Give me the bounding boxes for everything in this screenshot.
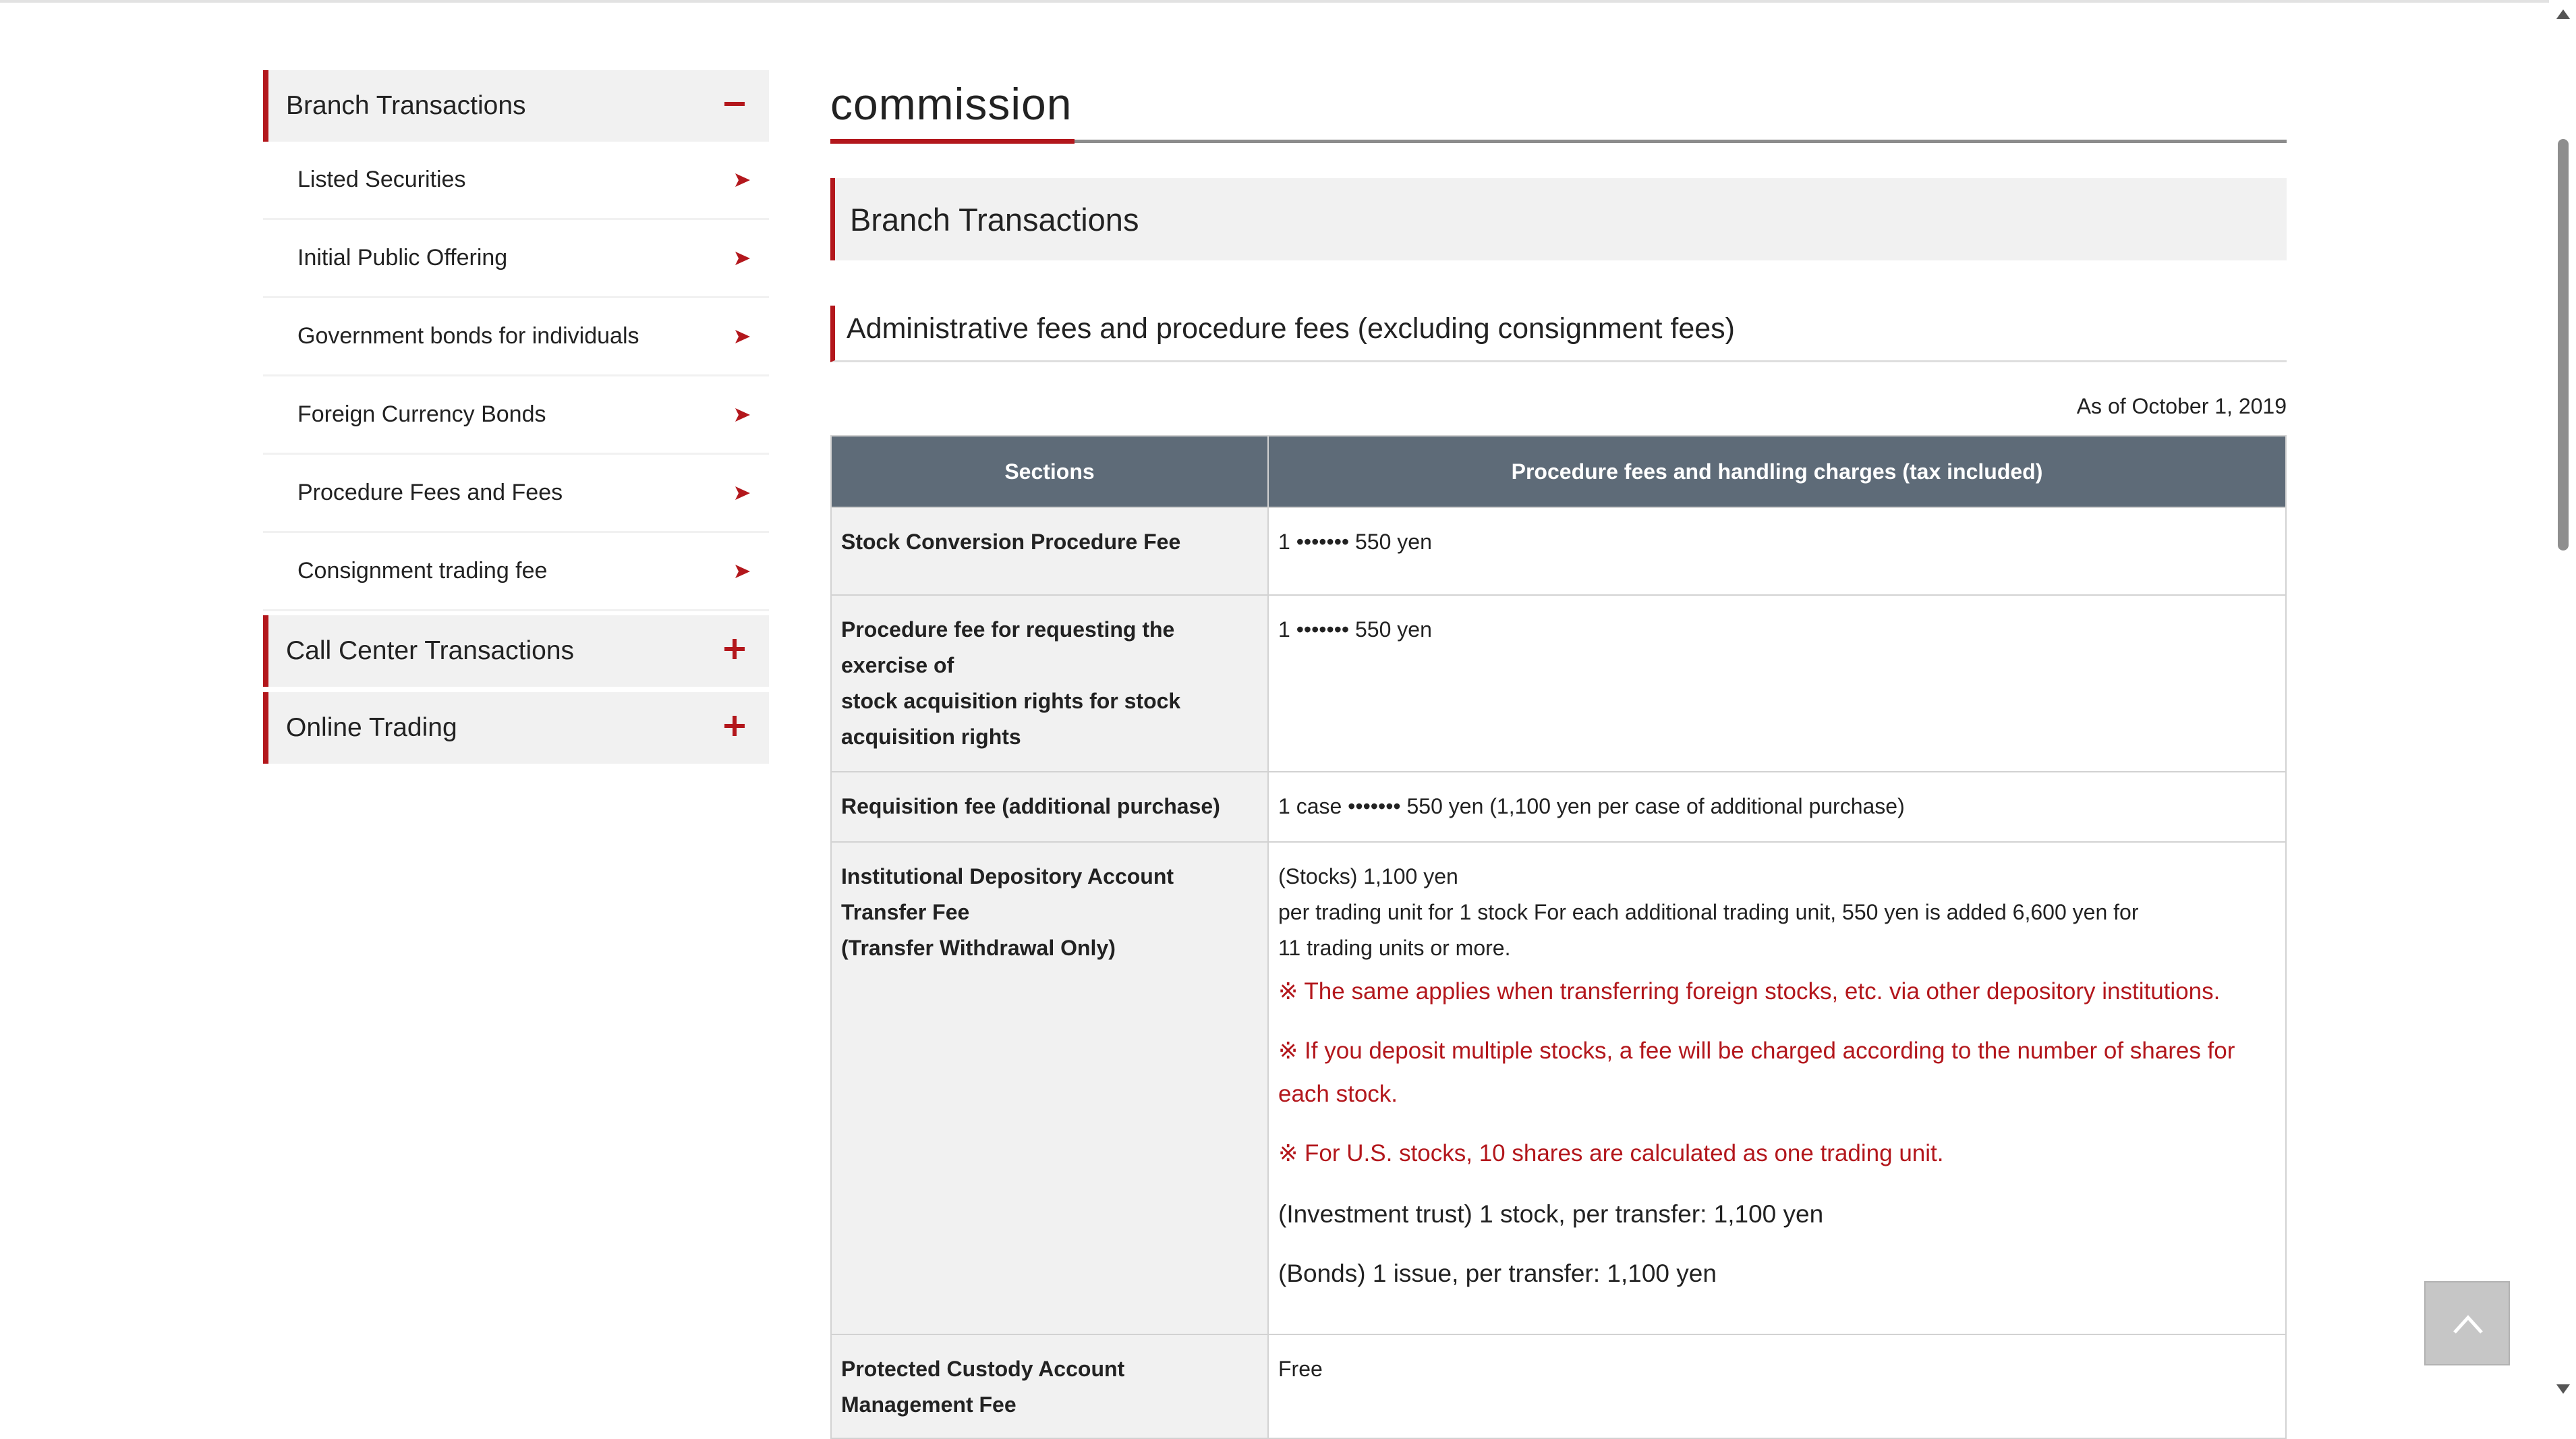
table-row [831,507,2286,595]
table-row [831,595,2286,772]
section-title: Branch Transactions [830,178,2287,260]
sidebar-section-online-trading[interactable] [263,692,769,764]
row-label [831,842,1268,1334]
row-label-line: Protected Custody Account [841,1357,1125,1381]
bonds-fee: (Bonds) 1 issue, per transfer: 1,100 yen [1278,1260,1717,1287]
table-row [831,772,2286,842]
column-header-fees: Procedure fees and handling charges (tax included) [1268,436,2286,507]
column-header-sections: Sections [831,436,1268,507]
row-value: 1 ••••••• 550 yen [1268,595,2286,772]
sidebar-section-branch-transactions[interactable] [263,70,769,142]
value-line: 11 trading units or more. [1278,936,1511,960]
row-value [1268,842,2286,1334]
sidebar-item-label: Listed Securities [297,167,466,192]
triangle-right-icon [733,248,753,269]
row-label [831,507,1268,595]
sidebar-item-government-bonds[interactable] [263,298,769,376]
minus-icon[interactable] [716,85,754,123]
triangle-right-icon [733,327,753,347]
plus-icon[interactable] [716,630,754,668]
sidebar-section-label: Branch Transactions [286,91,526,120]
triangle-right-icon [733,483,753,503]
title-divider-accent [830,139,1075,144]
sidebar-item-label: Foreign Currency Bonds [297,401,546,427]
sidebar-item-initial-public-offering[interactable] [263,220,769,298]
scrollbar-thumb[interactable] [2558,139,2569,551]
sidebar-item-label: Initial Public Offering [297,245,508,271]
plus-icon[interactable] [716,707,754,745]
investment-trust-fee: (Investment trust) 1 stock, per transfer: 1,100 yen [1278,1200,1824,1228]
row-label-line: Institutional Depository Account [841,864,1174,888]
note-foreign-stocks: ※ The same applies when transferring foreign stocks, etc. via other depository institutions. [1278,978,2221,1005]
sidebar-item-label: Procedure Fees and Fees [297,480,563,505]
table-row [831,1334,2286,1438]
row-value: 1 case ••••••• 550 yen (1,100 yen per case of additional purchase) [1268,772,2286,842]
row-label-line: Stock Conversion Procedure Fee [841,530,1181,554]
vertical-scrollbar[interactable] [2549,0,2576,1406]
row-label-line: (Transfer Withdrawal Only) [841,936,1116,960]
table-header-row [831,436,2286,507]
sidebar-item-procedure-fees[interactable] [263,455,769,533]
scroll-up-arrow-icon[interactable] [2556,8,2571,20]
page-title: commission [830,79,1072,129]
row-label-line: exercise of [841,653,954,677]
fees-table [830,435,2287,1439]
scroll-down-arrow-icon[interactable] [2556,1383,2571,1395]
window-top-border [0,0,2576,3]
row-label [831,772,1268,842]
triangle-right-icon [733,405,753,425]
row-value: 1 ••••••• 550 yen [1268,507,2286,595]
chevron-up-icon [2451,1309,2485,1339]
row-label [831,595,1268,772]
subheading: Administrative fees and procedure fees (excluding consignment fees) [830,306,2287,362]
row-label [831,1334,1268,1438]
sidebar-section-label: Online Trading [286,713,457,742]
sidebar-item-listed-securities[interactable] [263,142,769,220]
sidebar-item-label: Government bonds for individuals [297,323,639,349]
triangle-right-icon [733,561,753,582]
row-value: Free [1268,1334,2286,1438]
sidebar-item-label: Consignment trading fee [297,558,548,584]
sidebar-spacer [263,687,769,692]
sidebar-item-consignment-trading-fee[interactable] [263,533,769,611]
row-label-line: acquisition rights [841,725,1021,749]
row-label-line: Management Fee [841,1392,1017,1417]
sidebar-section-label: Call Center Transactions [286,636,575,665]
sidebar-item-foreign-currency-bonds[interactable] [263,376,769,455]
table-row [831,842,2286,1334]
value-line: per trading unit for 1 stock For each additional trading unit, 550 yen is added 6,600 yen for [1278,900,2139,924]
note-multiple-stocks: ※ If you deposit multiple stocks, a fee will be charged according to the number of shares for each stock. [1278,1038,2235,1107]
row-label-line: Transfer Fee [841,900,970,924]
sidebar-section-call-center[interactable] [263,615,769,687]
note-us-stocks: ※ For U.S. stocks, 10 shares are calculated as one trading unit. [1278,1140,1944,1166]
value-line: (Stocks) 1,100 yen [1278,864,1458,888]
back-to-top-button[interactable] [2424,1281,2510,1365]
row-label-line: stock acquisition rights for stock [841,689,1181,713]
as-of-date: As of October 1, 2019 [2076,394,2287,418]
row-label-line: Procedure fee for requesting the [841,617,1175,642]
triangle-right-icon [733,170,753,190]
sidebar-nav [263,70,769,764]
row-label-line: Requisition fee (additional purchase) [841,794,1220,818]
